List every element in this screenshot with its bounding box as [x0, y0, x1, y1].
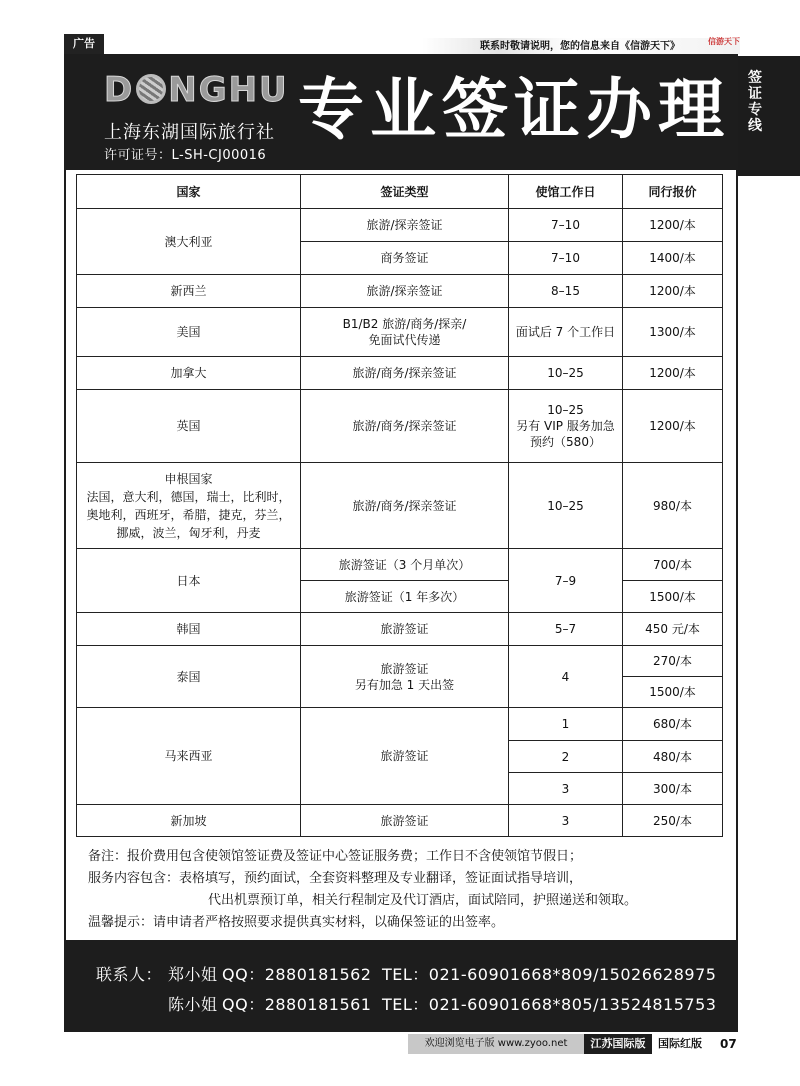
side-tab-label: 签证专线	[748, 70, 762, 134]
logo-letters: NGHU	[168, 70, 289, 110]
days-cell: 2	[509, 741, 623, 773]
header-visa-type: 签证类型	[301, 175, 509, 209]
price-cell: 980/本	[623, 463, 723, 549]
price-cell: 1200/本	[623, 209, 723, 242]
table-row	[77, 390, 723, 463]
country-cell: 日本	[77, 549, 301, 613]
table-row	[77, 646, 723, 677]
top-bar	[64, 34, 740, 54]
table-row	[77, 805, 723, 837]
contact-2-name: 陈小姐	[168, 995, 218, 1014]
country-cell: 申根国家 法国，意大利，德国，瑞士，比利时， 奥地利，西班牙，希腊，捷克，芬兰， 挪威，波兰，匈牙利，丹麦	[77, 463, 301, 549]
contact-1-tel: TEL：021-60901668*809/15026628975	[382, 965, 717, 984]
price-cell: 480/本	[623, 741, 723, 773]
visa-type-cell: B1/B2 旅游/商务/探亲/ 免面试代传递	[301, 308, 509, 357]
tip-line: 温馨提示：请申请者严格按照要求提供真实材料，以确保签证的出签率。	[88, 915, 505, 930]
country-cell: 英国	[77, 390, 301, 463]
source-note: 联系时敬请说明，您的信息来自《信游天下》	[480, 41, 680, 52]
visa-type-cell: 旅游/商务/探亲签证	[301, 357, 509, 390]
price-cell: 270/本	[623, 646, 723, 677]
country-cell: 新西兰	[77, 275, 301, 308]
visa-type-cell: 旅游签证	[301, 613, 509, 646]
visa-price-table	[76, 174, 723, 837]
bottom-bar	[408, 1034, 800, 1054]
country-cell: 美国	[77, 308, 301, 357]
header-working-days: 使馆工作日	[509, 175, 623, 209]
price-cell: 1500/本	[623, 581, 723, 613]
contact-label: 联系人：	[96, 965, 163, 984]
page-number: 07	[720, 1037, 737, 1051]
table-row	[77, 613, 723, 646]
price-cell: 700/本	[623, 549, 723, 581]
visa-type-cell: 旅游/商务/探亲签证	[301, 390, 509, 463]
service-line-continued: 代出机票预订单，相关行程制定及代订酒店，面试陪同，护照递送和领取。	[208, 893, 638, 908]
table-row	[77, 463, 723, 549]
contact-footer	[64, 940, 738, 1032]
days-cell: 8–15	[509, 275, 623, 308]
ad-header	[64, 54, 738, 170]
price-cell: 250/本	[623, 805, 723, 837]
page-title: 专业签证办理	[298, 71, 730, 148]
contact-2-qq: QQ：2880181561	[222, 995, 372, 1014]
remark-line: 备注：报价费用包含使领馆签证费及签证中心签证服务费；工作日不含使领馆节假日；	[88, 849, 583, 864]
days-cell: 7–9	[509, 549, 623, 613]
table-row	[77, 209, 723, 242]
days-cell: 面试后 7 个工作日	[509, 308, 623, 357]
header-country: 国家	[77, 175, 301, 209]
service-line: 服务内容包含：表格填写，预约面试，全套资料整理及专业翻译，签证面试指导培训，	[88, 871, 583, 886]
table-row	[77, 308, 723, 357]
side-section-tab	[738, 56, 800, 176]
price-cell: 1200/本	[623, 357, 723, 390]
agency-name: 上海东湖国际旅行社	[104, 122, 275, 143]
visa-type-cell: 旅游/商务/探亲签证	[301, 463, 509, 549]
days-cell: 3	[509, 773, 623, 805]
section-name: 国际红版	[658, 1037, 702, 1050]
visa-type-cell: 旅游签证（1 年多次）	[301, 581, 509, 613]
contact-2-tel: TEL：021-60901668*805/13524815753	[382, 995, 717, 1014]
days-cell: 4	[509, 646, 623, 708]
days-cell: 5–7	[509, 613, 623, 646]
country-cell: 澳大利亚	[77, 209, 301, 275]
ad-label: 广告	[64, 34, 104, 54]
publication-logo: 信游天下	[708, 37, 740, 46]
visa-type-cell: 旅游/探亲签证	[301, 209, 509, 242]
price-cell: 1500/本	[623, 677, 723, 708]
country-cell: 马来西亚	[77, 708, 301, 805]
days-cell: 7–10	[509, 242, 623, 275]
contact-1-qq: QQ：2880181562	[222, 965, 372, 984]
logo-letter-d: D	[104, 70, 135, 110]
days-cell: 7–10	[509, 209, 623, 242]
days-cell: 1	[509, 708, 623, 741]
price-cell: 1400/本	[623, 242, 723, 275]
table-row	[77, 708, 723, 741]
days-cell: 10–25	[509, 463, 623, 549]
header-price: 同行报价	[623, 175, 723, 209]
table-row	[77, 275, 723, 308]
price-cell: 1200/本	[623, 390, 723, 463]
country-cell: 加拿大	[77, 357, 301, 390]
visa-type-cell: 旅游签证	[301, 708, 509, 805]
days-cell: 10–25	[509, 357, 623, 390]
price-cell: 1300/本	[623, 308, 723, 357]
globe-icon	[136, 74, 166, 104]
country-cell: 泰国	[77, 646, 301, 708]
visa-type-cell: 旅游签证	[301, 805, 509, 837]
visa-type-cell: 旅游签证（3 个月单次）	[301, 549, 509, 581]
days-cell: 10–25 另有 VIP 服务加急 预约（580）	[509, 390, 623, 463]
visa-type-cell: 商务签证	[301, 242, 509, 275]
notes-block	[88, 846, 728, 934]
country-cell: 新加坡	[77, 805, 301, 837]
table-row	[77, 357, 723, 390]
price-cell: 450 元/本	[623, 613, 723, 646]
price-cell: 680/本	[623, 708, 723, 741]
table-header-row	[77, 175, 723, 209]
contact-1-name: 郑小姐	[168, 965, 218, 984]
visa-type-cell: 旅游/探亲签证	[301, 275, 509, 308]
price-cell: 300/本	[623, 773, 723, 805]
edition-badge: 江苏国际版	[584, 1034, 652, 1054]
license-number: 许可证号：L-SH-CJ00016	[104, 148, 267, 163]
visa-type-cell: 旅游签证 另有加急 1 天出签	[301, 646, 509, 708]
price-cell: 1200/本	[623, 275, 723, 308]
donghu-logo	[104, 70, 289, 110]
country-cell: 韩国	[77, 613, 301, 646]
website-link[interactable]: 欢迎浏览电子版 www.zyoo.net	[408, 1034, 584, 1054]
days-cell: 3	[509, 805, 623, 837]
table-row	[77, 549, 723, 581]
